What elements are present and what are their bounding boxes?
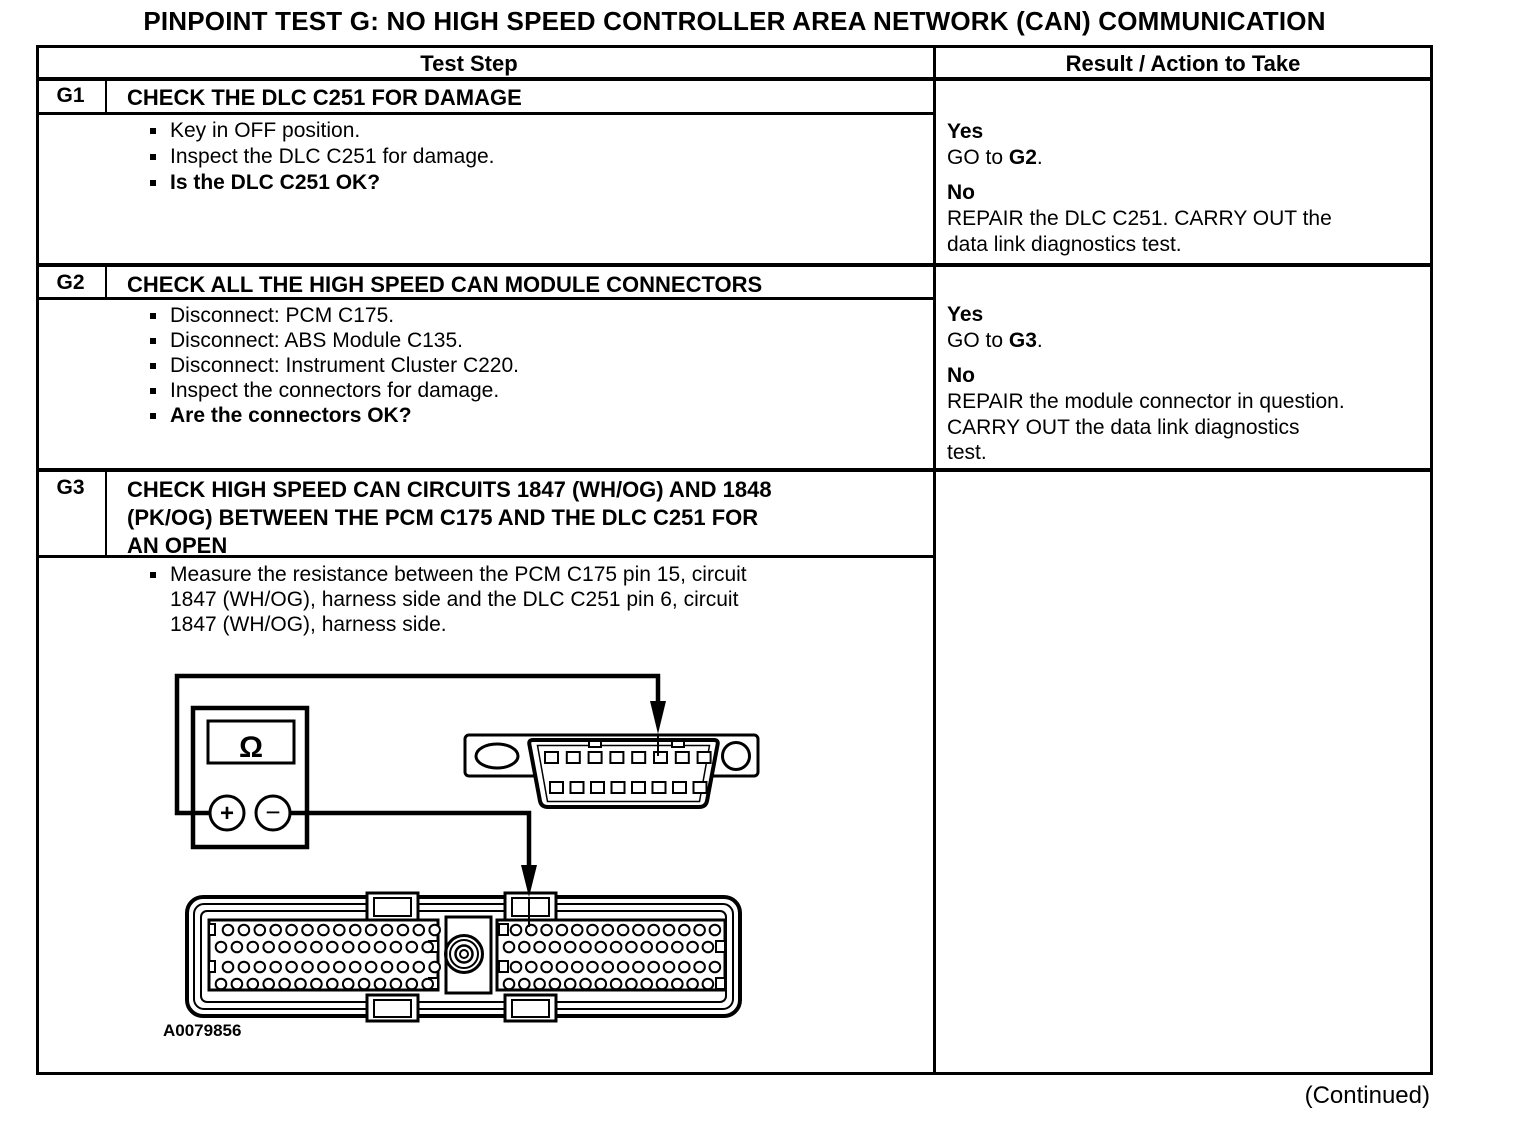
question-text: Are the connectors OK? <box>170 404 412 427</box>
bullet-icon <box>150 388 156 394</box>
action-text: . <box>1036 146 1043 169</box>
action-text: GO to <box>947 329 1009 352</box>
dlc-keyway <box>672 741 684 747</box>
heading-line: AN OPEN <box>127 533 228 558</box>
yes-action <box>947 328 1427 354</box>
step-instructions-g2 <box>36 303 933 428</box>
step-id-g3: G3 <box>56 476 85 499</box>
no-label: No <box>947 364 975 387</box>
table-border-left <box>36 45 39 1075</box>
column-header-result: Result / Action to Take <box>1065 51 1301 76</box>
yes-action <box>947 145 1427 171</box>
step-instructions-g3 <box>36 562 933 637</box>
heading-line: (PK/OG) BETWEEN THE PCM C175 AND THE DLC C251 FOR <box>127 505 759 530</box>
instruction-line: Measure the resistance between the PCM C175 pin 15, circuit <box>170 563 747 586</box>
list-item <box>36 118 933 144</box>
heading-line: CHECK HIGH SPEED CAN CIRCUITS 1847 (WH/OG) AND 1848 <box>127 477 772 502</box>
g1-g2-divider <box>36 263 1433 267</box>
action-text: GO to <box>947 146 1009 169</box>
instruction-text: Inspect the DLC C251 for damage. <box>170 145 495 168</box>
instruction-text: Disconnect: ABS Module C135. <box>170 329 463 352</box>
table-border-bottom <box>36 1072 1433 1075</box>
pcm-key-notch <box>209 924 215 935</box>
pcm-key-notch <box>499 924 508 935</box>
dlc-connector <box>465 735 758 807</box>
no-action-line: REPAIR the DLC C251. CARRY OUT the <box>947 207 1332 230</box>
pcm-key-notch <box>499 961 508 972</box>
table-border-right <box>1430 45 1433 1075</box>
step-heading-g2: CHECK ALL THE HIGH SPEED CAN MODULE CONNECTORS <box>127 272 763 297</box>
list-item <box>36 353 933 378</box>
column-header-test-step: Test Step <box>420 51 518 76</box>
probe-arrow-icon <box>650 701 666 734</box>
pcm-connector <box>187 893 740 1021</box>
pcm-key-notch <box>716 978 725 989</box>
step-heading-g3 <box>127 476 933 560</box>
header-bottom-border <box>36 77 1433 81</box>
page-title: PINPOINT TEST G: NO HIGH SPEED CONTROLLER AREA NETWORK (CAN) COMMUNICATION <box>143 6 1326 36</box>
question-text: Is the DLC C251 OK? <box>170 171 381 194</box>
instruction-line: 1847 (WH/OG), harness side. <box>170 613 447 636</box>
bullet-icon <box>150 128 156 134</box>
bullet-icon <box>150 363 156 369</box>
no-action-line: REPAIR the module connector in question. <box>947 390 1345 413</box>
list-item-question <box>36 170 933 196</box>
ohmmeter <box>193 708 307 847</box>
list-item <box>36 378 933 403</box>
instruction-line: 1847 (WH/OG), harness side and the DLC C251 pin 6, circuit <box>170 588 739 611</box>
bullet-icon <box>150 154 156 160</box>
goto-step-ref: G2 <box>1008 146 1037 169</box>
negative-lead-wire <box>290 813 529 865</box>
g2-g3-divider <box>36 468 1433 472</box>
g2-id-divider <box>105 267 107 297</box>
pcm-key-notch <box>716 941 725 952</box>
column-divider <box>933 45 936 1075</box>
no-action-line: CARRY OUT the data link diagnostics <box>947 415 1300 439</box>
dlc-socket-body <box>529 740 718 807</box>
no-action-line: test. <box>947 441 987 464</box>
figure-id: A0079856 <box>163 1021 242 1040</box>
ohm-symbol: Ω <box>238 731 264 764</box>
bullet-icon <box>150 180 156 186</box>
continued-note: (Continued) <box>1304 1082 1430 1109</box>
dlc-keyway <box>589 741 601 747</box>
minus-terminal-label: − <box>265 797 281 827</box>
resistance-test-diagram <box>150 660 778 1055</box>
result-cell-g1 <box>947 119 1427 257</box>
instruction-text: Inspect the connectors for damage. <box>170 379 500 402</box>
step-instructions-g1 <box>36 118 933 196</box>
goto-step-ref: G3 <box>1008 329 1037 352</box>
list-item <box>36 562 933 637</box>
table-border-top <box>36 45 1433 48</box>
yes-label: Yes <box>947 120 984 143</box>
list-item-question <box>36 403 933 428</box>
plus-terminal-label: + <box>219 800 235 827</box>
bullet-icon <box>150 413 156 419</box>
bullet-icon <box>150 338 156 344</box>
step-heading-g1: CHECK THE DLC C251 FOR DAMAGE <box>127 85 522 110</box>
step-id-g2: G2 <box>56 271 85 294</box>
instruction-text: Disconnect: Instrument Cluster C220. <box>170 354 519 377</box>
list-item <box>36 328 933 353</box>
step-id-g1: G1 <box>56 84 85 107</box>
g1-heading-divider <box>36 112 935 115</box>
no-label: No <box>947 181 975 204</box>
instruction-text: Disconnect: PCM C175. <box>170 304 395 327</box>
bullet-icon <box>150 572 156 578</box>
list-item <box>36 303 933 328</box>
action-text: . <box>1036 329 1043 352</box>
instruction-text: Key in OFF position. <box>170 119 361 142</box>
g3-id-divider <box>105 472 107 555</box>
no-action-line: data link diagnostics test. <box>947 232 1182 256</box>
g1-id-divider <box>105 81 107 112</box>
list-item <box>36 144 933 170</box>
bullet-icon <box>150 313 156 319</box>
yes-label: Yes <box>947 303 984 326</box>
result-cell-g2 <box>947 302 1427 466</box>
pcm-key-notch <box>209 961 215 972</box>
